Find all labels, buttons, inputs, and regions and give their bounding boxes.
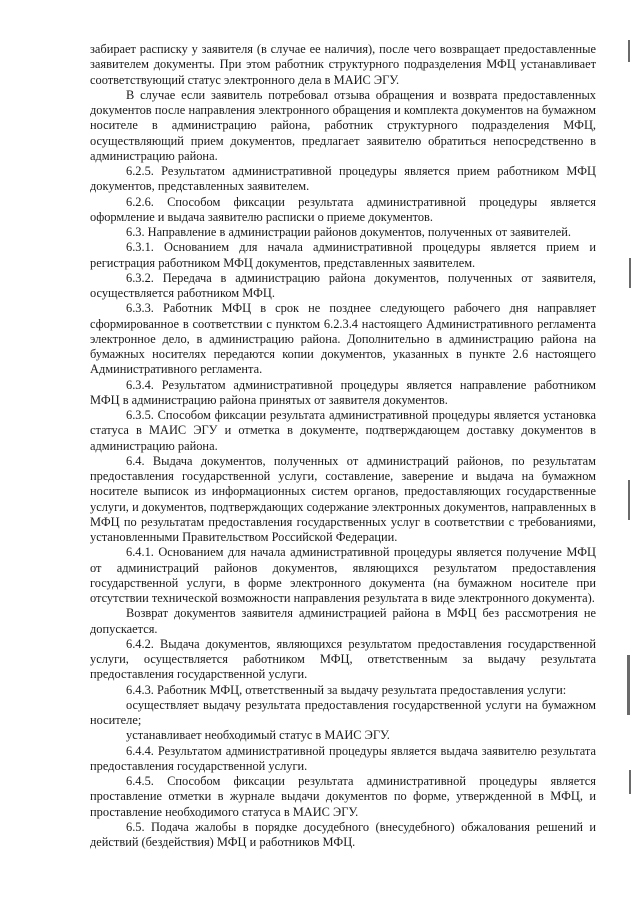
paragraph: 6.4.1. Основанием для начала административной процедуры является получение МФЦ от администраций районов документов, являющихся результатом предоставления государственной услуги, в форме электронного документа (на бумажном носителе при отсутствии технической возможности направления результата в виде электронного документа). — [90, 545, 596, 605]
paragraph: 6.2.6. Способом фиксации результата административной процедуры является оформление и выдача заявителю расписки о приеме документов. — [90, 194, 596, 224]
scan-edge-mark — [629, 258, 631, 288]
scan-edge-mark — [628, 480, 630, 520]
paragraph: 6.4.4. Результатом административной процедуры является выдача заявителю результата предоставления государственной услуги. — [90, 743, 596, 773]
paragraph: 6.4.3. Работник МФЦ, ответственный за выдачу результата предоставления услуги: — [126, 682, 567, 697]
paragraph: 6.3. Направление в администрации районов документов, полученных от заявителей. — [126, 225, 571, 239]
paragraph: устанавливает необходимый статус в МАИС ЭГУ. — [126, 728, 390, 743]
paragraph: 6.4.2. Выдача документов, являющихся результатом предоставления государственной услуги, осуществляется работником МФЦ, ответственным за выдачу результата предоставления государственной услуги. — [90, 636, 596, 682]
scan-edge-mark — [628, 40, 630, 62]
paragraph: забирает расписку у заявителя (в случае ее наличия), после чего возвращает предоставленные заявителем документы. При этом работник структурного подразделения МФЦ устанавливает соответствующий статус электронного дела в МАИС ЭГУ. — [90, 42, 596, 87]
scan-edge-mark — [629, 770, 631, 794]
paragraph: В случае если заявитель потребовал отзыва обращения и возврата предоставленных документов после направления электронного обращения и комплекта документов на бумажном носителе в администрацию района, работник структурного подразделения МФЦ, осуществляющий прием документов, предлагает заявителю обратиться непосредственно в администрацию района. — [90, 87, 596, 163]
scan-edge-mark — [627, 655, 630, 715]
paragraph: 6.4.5. Способом фиксации результата административной процедуры является проставление отметки в журнале выдачи документов по форме, утвержденной в МФЦ, и проставление необходимого статуса в МАИС ЭГУ. — [90, 774, 596, 819]
paragraph: 6.3.5. Способом фиксации результата административной процедуры является установка статуса в МАИС ЭГУ и отметка в документе, подтверждающем доставку документов в администрацию района. — [90, 408, 596, 453]
paragraph: 6.5. Подача жалобы в порядке досудебного (внесудебного) обжалования решений и действий (бездействия) МФЦ и работников МФЦ. — [90, 819, 596, 849]
paragraph: 6.4. Выдача документов, полученных от администраций районов, по результатам предоставления государственной услуги, составление, заверение и выдача на бумажном носителе выписок из информационных систем органов, предоставляющих государственные услуги, и документов, подтверждающих содержание электронных документов, направленных в МФЦ по результатам предоставления государственных услуг в соответствии с требованиями, установленными Правительством Российской Федерации. — [90, 453, 596, 544]
paragraph: 6.3.4. Результатом административной процедуры является направление работником МФЦ в администрацию района принятых от заявителя документов. — [90, 377, 596, 407]
paragraph: 6.2.5. Результатом административной процедуры является прием работником МФЦ документов, представленных заявителем. — [90, 164, 596, 194]
paragraph: 6.3.1. Основанием для начала административной процедуры является прием и регистрация работником МФЦ документов, представленных заявителем. — [90, 240, 596, 270]
paragraph: Возврат документов заявителя администрацией района в МФЦ без рассмотрения не допускается. — [90, 606, 596, 636]
paragraph: 6.3.2. Передача в администрацию района документов, полученных от заявителя, осуществляется работником МФЦ. — [90, 270, 596, 300]
paragraph: осуществляет выдачу результата предоставления государственной услуги на бумажном носителе; — [90, 697, 596, 727]
paragraph: 6.3.3. Работник МФЦ в срок не позднее следующего рабочего дня направляет сформированное в соответствии с пунктом 6.2.3.4 настоящего Административного регламента электронное дело, в администрацию района. Дополнительно в администрацию района на бумажных носителях передаются копии документов, указанных в пункте 2.6 настоящего Административного регламента. — [90, 301, 596, 377]
document-body — [90, 42, 596, 850]
